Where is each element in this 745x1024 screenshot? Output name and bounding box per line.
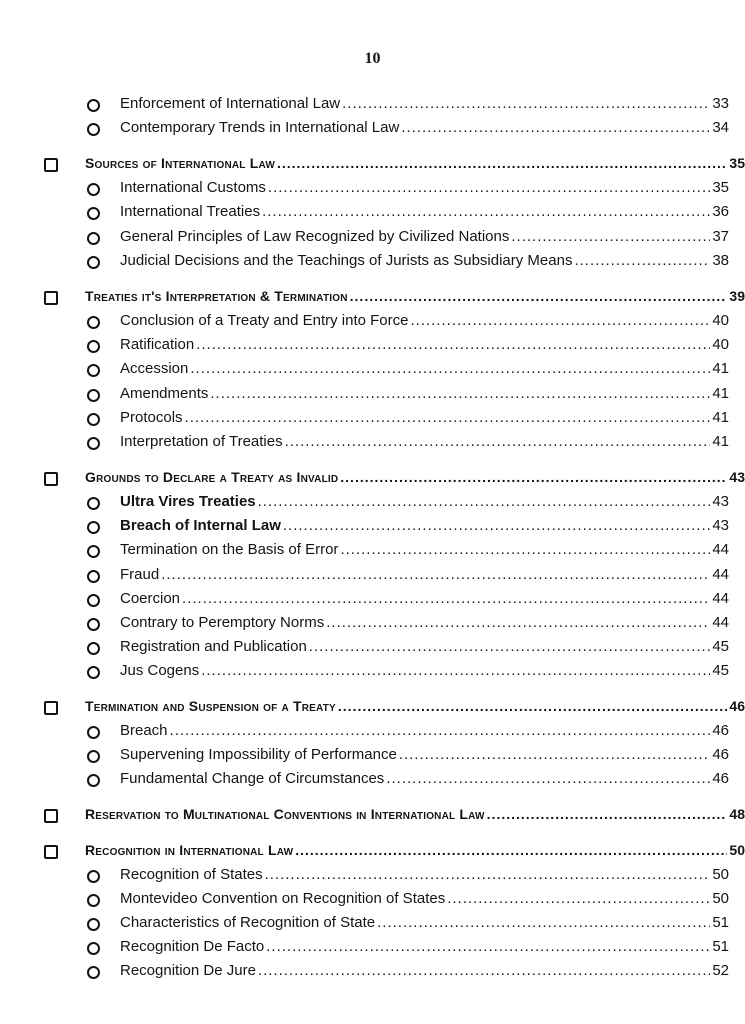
dot-leader	[309, 638, 711, 655]
toc-entry-title: International Treaties	[120, 203, 261, 220]
toc-entry-page: 35	[712, 179, 729, 196]
toc-entry-page: 38	[712, 252, 729, 269]
toc-entry-page: 43	[712, 493, 729, 510]
dot-leader	[185, 409, 711, 426]
circle-bullet-icon	[87, 99, 100, 112]
toc-entry-title: Coercion	[120, 590, 181, 607]
toc-entry-page: 45	[712, 662, 729, 679]
toc-entry-title: Protocols	[120, 409, 183, 426]
dot-leader	[210, 385, 710, 402]
square-bullet-icon	[44, 845, 58, 859]
toc-entry-line	[120, 770, 729, 787]
dot-leader	[277, 155, 727, 171]
toc-entry	[0, 228, 745, 250]
circle-bullet-icon	[87, 183, 100, 196]
toc-entry-line	[120, 662, 729, 679]
circle-bullet-icon	[87, 726, 100, 739]
toc-entry	[0, 360, 745, 382]
toc-entry-page: 34	[712, 119, 729, 136]
toc-entry-title: Fundamental Change of Circumstances	[120, 770, 385, 787]
toc-entry-line	[120, 590, 729, 607]
toc-entry-page: 40	[712, 336, 729, 353]
toc-entry-title: Characteristics of Recognition of State	[120, 914, 376, 931]
toc-entry-line	[120, 914, 729, 931]
toc-section-title: Grounds to Declare a Treaty as Invalid	[85, 469, 339, 485]
toc-section-title: Recognition in International Law	[85, 842, 294, 858]
toc-entry-page: 40	[712, 312, 729, 329]
dot-leader	[410, 312, 710, 329]
toc-entry-line	[120, 614, 729, 631]
circle-bullet-icon	[87, 918, 100, 931]
dot-leader	[386, 770, 710, 787]
toc-entry	[0, 336, 745, 358]
dot-leader	[338, 698, 728, 714]
toc-section-page: 46	[729, 698, 745, 714]
toc-entry-line	[120, 385, 729, 402]
toc-entry-title: Amendments	[120, 385, 209, 402]
toc-entry-line	[120, 962, 729, 979]
circle-bullet-icon	[87, 123, 100, 136]
toc-entry	[0, 866, 745, 888]
toc-entry-title: Ultra Vires Treaties	[120, 493, 256, 510]
dot-leader	[399, 746, 711, 763]
toc-entry-page: 50	[712, 890, 729, 907]
dot-leader	[511, 228, 710, 245]
toc-entry-page: 43	[712, 517, 729, 534]
toc-entry	[0, 409, 745, 431]
dot-leader	[295, 842, 727, 858]
toc-entry-title: Accession	[120, 360, 189, 377]
square-bullet-icon	[44, 472, 58, 486]
toc-entry	[0, 517, 745, 539]
toc-section	[0, 842, 745, 864]
toc-section	[0, 155, 745, 177]
circle-bullet-icon	[87, 413, 100, 426]
circle-bullet-icon	[87, 389, 100, 402]
toc-entry	[0, 541, 745, 563]
toc-entry-title: General Principles of Law Recognized by Civilized Nations	[120, 228, 510, 245]
toc-entry-page: 46	[712, 770, 729, 787]
toc-entry-line	[120, 938, 729, 955]
toc-section-line	[85, 155, 745, 171]
circle-bullet-icon	[87, 870, 100, 883]
toc-entry	[0, 938, 745, 960]
toc-section-line	[85, 842, 745, 858]
toc-entry-title: Judicial Decisions and the Teachings of Jurists as Subsidiary Means	[120, 252, 573, 269]
toc-entry-page: 44	[712, 590, 729, 607]
toc-entry-page: 41	[712, 433, 729, 450]
toc-entry	[0, 179, 745, 201]
toc-entry-line	[120, 517, 729, 534]
toc-entry-page: 44	[712, 614, 729, 631]
dot-leader	[258, 962, 710, 979]
toc-entry	[0, 722, 745, 744]
circle-bullet-icon	[87, 666, 100, 679]
toc-entry	[0, 119, 745, 141]
toc-entry-title: Supervening Impossibility of Performance	[120, 746, 397, 763]
toc-section-line	[85, 288, 745, 304]
toc-entry	[0, 566, 745, 588]
square-bullet-icon	[44, 809, 58, 823]
circle-bullet-icon	[87, 316, 100, 329]
toc-entry-title: Registration and Publication	[120, 638, 307, 655]
toc-section	[0, 698, 745, 720]
square-bullet-icon	[44, 701, 58, 715]
toc-entry	[0, 95, 745, 117]
dot-leader	[201, 662, 710, 679]
toc-section	[0, 288, 745, 310]
toc-entry-line	[120, 890, 729, 907]
toc-section-page: 43	[729, 469, 745, 485]
toc-entry-title: Montevideo Convention on Recognition of States	[120, 890, 446, 907]
dot-leader	[340, 541, 710, 558]
circle-bullet-icon	[87, 750, 100, 763]
toc-entry-line	[120, 541, 729, 558]
toc-entry-page: 37	[712, 228, 729, 245]
toc-entry-page: 46	[712, 746, 729, 763]
toc-entry-title: Recognition De Facto	[120, 938, 265, 955]
toc-entry-page: 44	[712, 566, 729, 583]
toc-entry	[0, 890, 745, 912]
circle-bullet-icon	[87, 594, 100, 607]
toc-entry	[0, 662, 745, 684]
toc-entry-page: 51	[712, 938, 729, 955]
toc-entry	[0, 770, 745, 792]
toc-entry-title: Contemporary Trends in International Law	[120, 119, 400, 136]
dot-leader	[342, 95, 710, 112]
dot-leader	[574, 252, 710, 269]
toc-entry-page: 41	[712, 409, 729, 426]
toc-entry	[0, 252, 745, 274]
toc-entry	[0, 962, 745, 984]
toc-entry-line	[120, 336, 729, 353]
square-bullet-icon	[44, 291, 58, 305]
dot-leader	[265, 866, 711, 883]
dot-leader	[377, 914, 710, 931]
toc-entry-line	[120, 638, 729, 655]
toc-entry-title: Interpretation of Treaties	[120, 433, 283, 450]
toc-entry-page: 44	[712, 541, 729, 558]
toc-entry-line	[120, 566, 729, 583]
toc-entry-title: International Customs	[120, 179, 266, 196]
toc-entry-line	[120, 312, 729, 329]
toc-entry-title: Termination on the Basis of Error	[120, 541, 339, 558]
circle-bullet-icon	[87, 570, 100, 583]
circle-bullet-icon	[87, 642, 100, 655]
toc-entry-line	[120, 722, 729, 739]
toc-entry	[0, 203, 745, 225]
toc-entry-title: Recognition De Jure	[120, 962, 256, 979]
toc-entry-line	[120, 179, 729, 196]
toc-entry-line	[120, 866, 729, 883]
toc-section-title: Treaties it's Interpretation & Termination	[85, 288, 348, 304]
toc-section-line	[85, 698, 745, 714]
toc-entry-page: 51	[712, 914, 729, 931]
page-number: 10	[364, 50, 381, 67]
circle-bullet-icon	[87, 966, 100, 979]
dot-leader	[285, 433, 711, 450]
dot-leader	[258, 493, 711, 510]
circle-bullet-icon	[87, 774, 100, 787]
circle-bullet-icon	[87, 545, 100, 558]
toc-entry	[0, 614, 745, 636]
toc-section	[0, 469, 745, 491]
toc-section-title: Termination and Suspension of a Treaty	[85, 698, 336, 714]
toc-entry-line	[120, 433, 729, 450]
toc-section-page: 48	[729, 806, 745, 822]
toc-entry-line	[120, 493, 729, 510]
dot-leader	[266, 938, 710, 955]
toc-section-line	[85, 806, 745, 822]
circle-bullet-icon	[87, 618, 100, 631]
toc-section-page: 39	[729, 288, 745, 304]
dot-leader	[487, 806, 728, 822]
dot-leader	[182, 590, 710, 607]
toc-entry-title: Fraud	[120, 566, 160, 583]
circle-bullet-icon	[87, 942, 100, 955]
toc-entry	[0, 493, 745, 515]
toc-entry-page: 41	[712, 385, 729, 402]
toc-section-title: Sources of International Law	[85, 155, 275, 171]
dot-leader	[190, 360, 710, 377]
dot-leader	[268, 179, 710, 196]
circle-bullet-icon	[87, 364, 100, 377]
toc-entry-line	[120, 119, 729, 136]
toc-entry	[0, 914, 745, 936]
toc-entry-line	[120, 409, 729, 426]
toc-entry-line	[120, 252, 729, 269]
toc-section-title: Reservation to Multinational Conventions in International Law	[85, 806, 485, 822]
toc-entry-page: 50	[712, 866, 729, 883]
dot-leader	[283, 517, 710, 534]
toc-entry	[0, 590, 745, 612]
toc-entry-page: 41	[712, 360, 729, 377]
toc-entry	[0, 385, 745, 407]
toc-entry-title: Ratification	[120, 336, 195, 353]
toc-section-page: 35	[729, 155, 745, 171]
circle-bullet-icon	[87, 340, 100, 353]
toc-entry-title: Breach of Internal Law	[120, 517, 281, 534]
toc-entry	[0, 433, 745, 455]
toc-entry-line	[120, 746, 729, 763]
dot-leader	[262, 203, 710, 220]
toc-entry-page: 52	[712, 962, 729, 979]
dot-leader	[326, 614, 710, 631]
toc-entry-title: Conclusion of a Treaty and Entry into Force	[120, 312, 409, 329]
square-bullet-icon	[44, 158, 58, 172]
toc-section-page: 50	[729, 842, 745, 858]
toc-entry	[0, 312, 745, 334]
dot-leader	[350, 288, 728, 304]
dot-leader	[170, 722, 711, 739]
circle-bullet-icon	[87, 497, 100, 510]
dot-leader	[161, 566, 710, 583]
toc-entry-page: 33	[712, 95, 729, 112]
toc-entry-line	[120, 203, 729, 220]
toc-entry-line	[120, 95, 729, 112]
toc-entry	[0, 638, 745, 660]
toc-entry-line	[120, 360, 729, 377]
toc-entry-title: Enforcement of International Law	[120, 95, 341, 112]
toc-entry-title: Contrary to Peremptory Norms	[120, 614, 325, 631]
toc-entry-page: 46	[712, 722, 729, 739]
circle-bullet-icon	[87, 232, 100, 245]
dot-leader	[196, 336, 710, 353]
circle-bullet-icon	[87, 256, 100, 269]
dot-leader	[340, 469, 727, 485]
circle-bullet-icon	[87, 207, 100, 220]
toc-entry-title: Recognition of States	[120, 866, 263, 883]
toc-entry-page: 45	[712, 638, 729, 655]
toc-entry-line	[120, 228, 729, 245]
circle-bullet-icon	[87, 437, 100, 450]
dot-leader	[447, 890, 710, 907]
toc-entry-title: Jus Cogens	[120, 662, 200, 679]
toc-section-line	[85, 469, 745, 485]
toc-section	[0, 806, 745, 828]
toc-entry-page: 36	[712, 203, 729, 220]
circle-bullet-icon	[87, 521, 100, 534]
toc-entry-title: Breach	[120, 722, 168, 739]
toc-entry	[0, 746, 745, 768]
circle-bullet-icon	[87, 894, 100, 907]
dot-leader	[401, 119, 710, 136]
